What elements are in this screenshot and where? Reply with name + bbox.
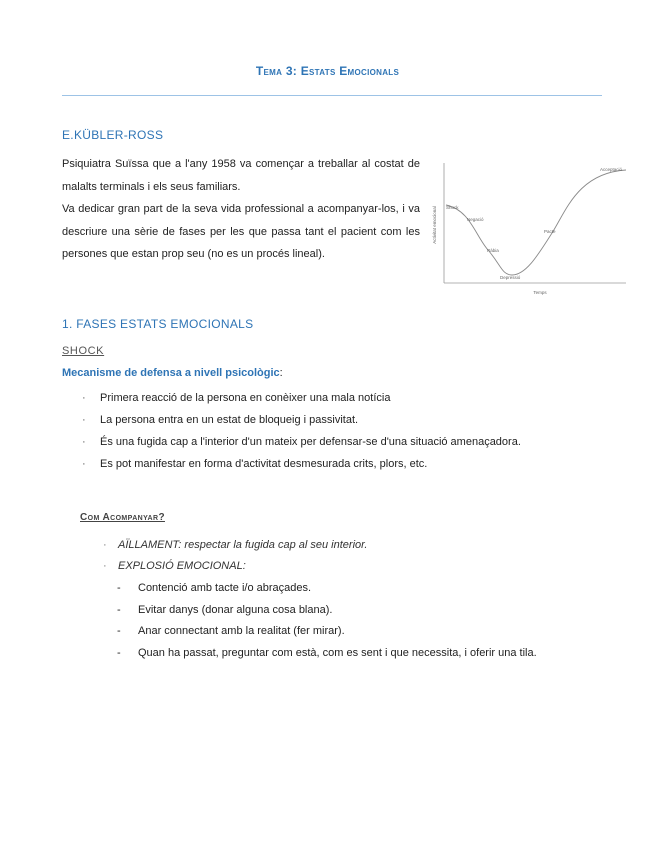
- bullet-glyph: ·: [82, 392, 86, 404]
- bullet-text: És una fugida cap a l'interior d'un mateix per defensar-se d'una situació amenaçadora.: [100, 436, 521, 448]
- list-item: [117, 621, 602, 643]
- sub-bullet-isolation: AÏLLAMENT: respectar la fugida cap al seu interior.: [118, 539, 368, 551]
- defense-mechanism-colon: :: [279, 367, 283, 379]
- dash-glyph: -: [117, 625, 121, 637]
- intro-paragraph-2: Va dedicar gran part de la seva vida professional a acompanyar-los, i va descriure una sèrie de fases per les que passa tant el pacient com les persones que estan prop seu (no es un procés lineal).: [62, 203, 420, 260]
- list-item: [82, 409, 521, 431]
- dash-item-text: Evitar danys (donar alguna cosa blana).: [138, 603, 333, 616]
- figure-ylabel: Activitat emocional: [432, 206, 437, 244]
- bullet-glyph: ·: [103, 539, 107, 551]
- stage-label-acceptacio: Acceptació: [600, 167, 623, 172]
- document-title: Tema 3: Estats Emocionals: [255, 64, 400, 78]
- bullet-glyph: ·: [82, 458, 86, 470]
- kubler-ross-curve-svg: [430, 155, 630, 300]
- emotional-curve: [446, 170, 626, 275]
- intro-text: [62, 153, 420, 266]
- stage-label-depressio: Depressió: [500, 275, 521, 280]
- sub-bullet-explosion: EXPLOSIÓ EMOCIONAL:: [118, 560, 246, 572]
- bullet-glyph: ·: [82, 436, 86, 448]
- list-item: [82, 453, 521, 475]
- list-item: [117, 578, 602, 600]
- how-to-accompany-heading: Com Acompanyar?: [80, 512, 165, 523]
- section-heading-author: E.KÜBLER-ROSS: [62, 128, 164, 142]
- accompany-sub-list: [103, 535, 367, 577]
- list-item: [82, 387, 521, 409]
- defense-mechanism-label: [62, 367, 283, 379]
- dash-glyph: -: [117, 582, 121, 594]
- stage-label-pacte: Pacte: [544, 229, 556, 234]
- list-item: [117, 643, 602, 665]
- section-heading-phases: 1. FASES ESTATS EMOCIONALS: [62, 317, 254, 331]
- kubler-ross-curve-figure: [430, 155, 630, 300]
- bullet-text: La persona entra en un estat de bloqueig i passivitat.: [100, 414, 359, 426]
- explosion-dash-list: [117, 578, 602, 664]
- stage-label-rabia: Ràbia: [487, 248, 499, 253]
- list-item: [117, 600, 602, 622]
- list-item: [103, 556, 367, 577]
- shock-bullet-list: [82, 387, 521, 475]
- defense-mechanism-text: Mecanisme de defensa a nivell psicològic: [62, 367, 280, 379]
- bullet-glyph: ·: [103, 560, 107, 572]
- title-divider: [62, 95, 602, 96]
- intro-paragraph-1: Psiquiatra Suïssa que a l'any 1958 va començar a treballar al costat de malalts terminals i els seus familiars.: [62, 158, 420, 193]
- bullet-glyph: ·: [82, 414, 86, 426]
- subheading-shock: SHOCK: [62, 345, 105, 357]
- list-item: [103, 535, 367, 556]
- bullet-text: Primera reacció de la persona en conèixer una mala notícia: [100, 392, 391, 404]
- dash-glyph: -: [117, 603, 121, 616]
- dash-glyph: -: [117, 646, 121, 659]
- dash-item-text: Contenció amb tacte i/o abraçades.: [138, 582, 312, 594]
- dash-item-text: Quan ha passat, preguntar com està, com es sent i que necessita, i oferir una tila.: [138, 646, 537, 659]
- stage-label-negacio: Negació: [467, 217, 484, 222]
- stage-label-shock: Shock: [446, 205, 459, 210]
- dash-item-text: Anar connectant amb la realitat (fer mirar).: [138, 625, 345, 637]
- bullet-text: Es pot manifestar en forma d'activitat desmesurada crits, plors, etc.: [100, 458, 428, 470]
- figure-xlabel: Temps: [533, 290, 547, 295]
- list-item: [82, 431, 521, 453]
